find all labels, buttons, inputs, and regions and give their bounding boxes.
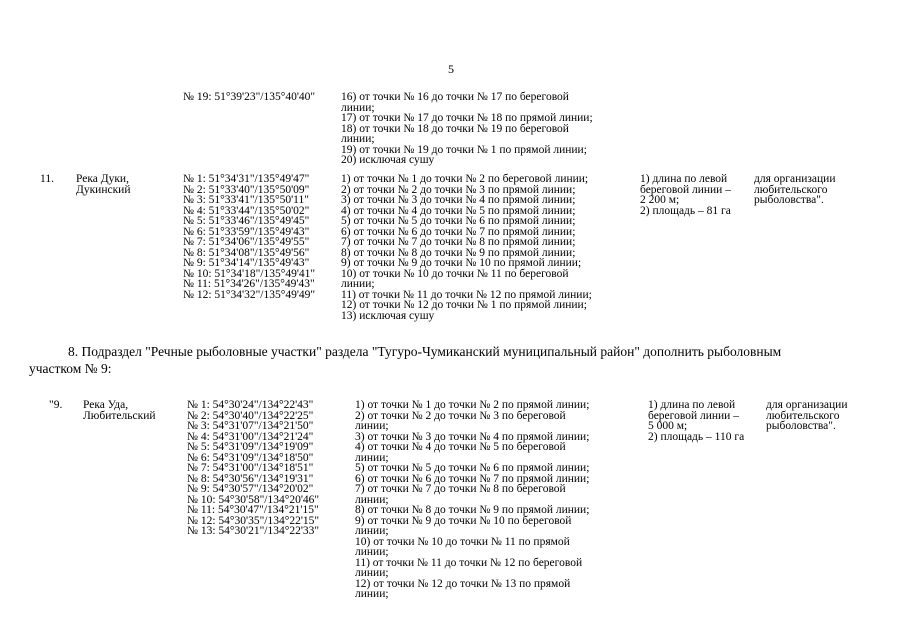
coordinate-line: № 4: 51°33'44"/135°50'02"	[183, 204, 310, 217]
boundary-line: линии;	[341, 133, 375, 145]
boundary-line: 20) исключая сушу	[341, 154, 435, 166]
boundary-line: 17) от точки № 17 до точки № 18 по прямой линии;	[341, 112, 593, 124]
boundary-line: 10) от точки № 10 до точки № 11 по береговой	[341, 267, 569, 280]
paragraph-line: участком № 9:	[29, 361, 112, 376]
boundary-line: 9) от точки № 9 до точки № 10 по прямой линии;	[341, 257, 582, 269]
boundary-line: 19) от точки № 19 до точки № 1 по прямой линии;	[341, 143, 587, 156]
purpose-line: рыболовства".	[754, 194, 824, 206]
boundary-line: 2) от точки № 2 до точки № 3 по береговой	[355, 409, 566, 422]
purpose-line: рыболовства".	[766, 420, 836, 432]
boundary-line: 3) от точки № 3 до точки № 4 по прямой линии;	[355, 430, 590, 443]
boundary-line: 12) от точки № 12 до точки № 13 по прямой	[355, 577, 571, 590]
coordinate-line: № 8: 51°34'08"/135°49'56"	[183, 246, 310, 259]
purpose-line: для организации	[754, 173, 836, 185]
boundary-line: 16) от точки № 16 до точки № 17 по береговой	[341, 91, 569, 103]
coordinate-line: № 2: 51°33'40"/135°50'09"	[183, 183, 310, 196]
coordinate-line: № 3: 54°31'07"/134°21'50"	[187, 420, 314, 432]
name-line: Любительский	[83, 409, 156, 422]
coordinate-line: № 4: 54°31'00"/134°21'24"	[187, 430, 314, 443]
boundary-line: 9) от точки № 9 до точки № 10 по береговой	[355, 514, 572, 527]
boundary-line: 12) от точки № 12 до точки № 1 по прямой линии;	[341, 299, 587, 311]
boundary-line: 13) исключая сушу	[341, 309, 435, 322]
name-line: Река Уда,	[83, 399, 129, 411]
coordinate-line: № 8: 54°30'56"/134°19'31"	[187, 472, 314, 485]
coordinate-line: № 11: 54°30'47"/134°21'15"	[187, 504, 319, 516]
purpose-line: любительского	[766, 409, 840, 422]
paragraph-line: 8. Подраздел "Речные рыболовные участки" раздела "Тугуро-Чумиканский муниципальный район" дополнить рыболовным	[68, 344, 782, 359]
size-line: береговой линии –	[640, 183, 731, 196]
boundary-line: 4) от точки № 4 до точки № 5 по береговой	[355, 441, 566, 453]
boundary-line: 8) от точки № 8 до точки № 9 по прямой линии;	[355, 504, 590, 516]
name-line: Река Дуки,	[76, 173, 129, 185]
boundary-line: 8) от точки № 8 до точки № 9 по прямой линии;	[341, 246, 576, 259]
size-line: береговой линии –	[648, 409, 739, 422]
boundary-line: 7) от точки № 7 до точки № 8 по береговой	[355, 483, 566, 495]
size-line: 1) длина по левой	[648, 399, 736, 411]
row11-purpose	[754, 174, 836, 206]
coordinate-line: № 6: 54°31'09"/134°18'50"	[187, 451, 314, 464]
row11-coordinates	[183, 174, 315, 300]
coordinate-line: № 12: 51°34'32"/135°49'49"	[183, 288, 316, 301]
boundary-line: 2) от точки № 2 до точки № 3 по прямой линии;	[341, 183, 576, 196]
size-line: 2) площадь – 110 га	[648, 430, 745, 443]
boundary-line: 6) от точки № 6 до точки № 7 по прямой линии;	[341, 225, 576, 238]
coordinate-line: № 1: 54°30'24"/134°22'43"	[187, 399, 314, 411]
row11-number: 11.	[40, 173, 54, 185]
coordinate-line: № 13: 54°30'21"/134°22'33"	[187, 525, 320, 537]
coordinate-line: № 7: 54°31'00"/134°18'51"	[187, 462, 314, 474]
row11-size	[640, 174, 731, 216]
boundary-line: линии;	[341, 278, 375, 290]
boundary-line: 5) от точки № 5 до точки № 6 по прямой линии;	[355, 462, 590, 474]
boundary-line: 1) от точки № 1 до точки № 2 по береговой линии;	[341, 173, 589, 185]
coordinate-line: № 5: 54°31'09"/134°19'09"	[187, 441, 314, 453]
page-number: 5	[448, 62, 454, 76]
boundary-line: линии;	[355, 567, 389, 579]
coordinate-line: № 9: 51°34'14"/135°49'43"	[183, 257, 310, 269]
boundary-line: линии;	[355, 493, 389, 506]
boundary-line: линии;	[341, 101, 375, 114]
boundary-line: линии;	[355, 525, 389, 537]
boundary-line: 7) от точки № 7 до точки № 8 по прямой линии;	[341, 236, 576, 248]
boundary-line: 1) от точки № 1 до точки № 2 по прямой линии;	[355, 399, 590, 411]
boundary-line: 6) от точки № 6 до точки № 7 по прямой линии;	[355, 472, 590, 485]
coordinate-line: № 10: 51°34'18"/135°49'41"	[183, 267, 316, 280]
row9-purpose	[766, 400, 848, 432]
boundary-line: линии;	[355, 588, 389, 600]
purpose-line: любительского	[754, 183, 828, 196]
row9-number: "9.	[49, 399, 63, 411]
coordinate-line: № 5: 51°33'46"/135°49'45"	[183, 215, 310, 227]
coordinate-line: № 1: 51°34'31"/135°49'47"	[183, 173, 310, 185]
row9-boundaries	[355, 400, 589, 600]
size-line: 2 200 м;	[640, 194, 680, 206]
size-line: 1) длина по левой	[640, 173, 728, 185]
coordinate-line: № 12: 54°30'35"/134°22'15"	[187, 514, 320, 527]
size-line: 2) площадь – 81 га	[640, 204, 731, 217]
boundary-line: 11) от точки № 11 до точки № 12 по береговой	[355, 556, 583, 569]
coordinate-line: № 11: 51°34'26"/135°49'43"	[183, 278, 315, 290]
coordinate-line: № 6: 51°33'59"/135°49'43"	[183, 225, 310, 238]
row9-size	[648, 400, 744, 442]
boundary-line: 3) от точки № 3 до точки № 4 по прямой линии;	[341, 194, 576, 206]
coordinate-line: № 2: 54°30'40"/134°22'25"	[187, 409, 314, 422]
boundary-line: 5) от точки № 5 до точки № 6 по прямой линии;	[341, 215, 576, 227]
row9-coordinates	[187, 400, 319, 537]
boundary-line: 11) от точки № 11 до точки № 12 по прямой линии;	[341, 288, 592, 301]
row11-name	[76, 174, 131, 195]
boundary-line: 4) от точки № 4 до точки № 5 по прямой линии;	[341, 204, 576, 217]
name-line: Дукинский	[76, 183, 131, 196]
purpose-line: для организации	[766, 399, 848, 411]
coordinate-line: № 3: 51°33'41"/135°50'11"	[183, 194, 309, 206]
coordinate-line: № 10: 54°30'58"/134°20'46"	[187, 493, 320, 506]
size-line: 5 000 м;	[648, 420, 688, 432]
boundary-line: линии;	[355, 546, 389, 558]
boundary-line: 18) от точки № 18 до точки № 19 по береговой	[341, 122, 569, 135]
boundary-line: линии;	[355, 451, 389, 464]
row11-boundaries	[341, 174, 592, 321]
boundary-line: 10) от точки № 10 до точки № 11 по прямой	[355, 535, 570, 548]
cont-boundaries	[341, 92, 593, 166]
paragraph-8	[29, 343, 781, 377]
row9-name	[83, 400, 156, 421]
coordinate-line: № 9: 54°30'57"/134°20'02"	[187, 483, 314, 495]
coordinate-line: № 7: 51°34'06"/135°49'55"	[183, 236, 310, 248]
cont-coordinate: № 19: 51°39'23"/135°40'40"	[183, 91, 316, 103]
boundary-line: линии;	[355, 420, 389, 432]
